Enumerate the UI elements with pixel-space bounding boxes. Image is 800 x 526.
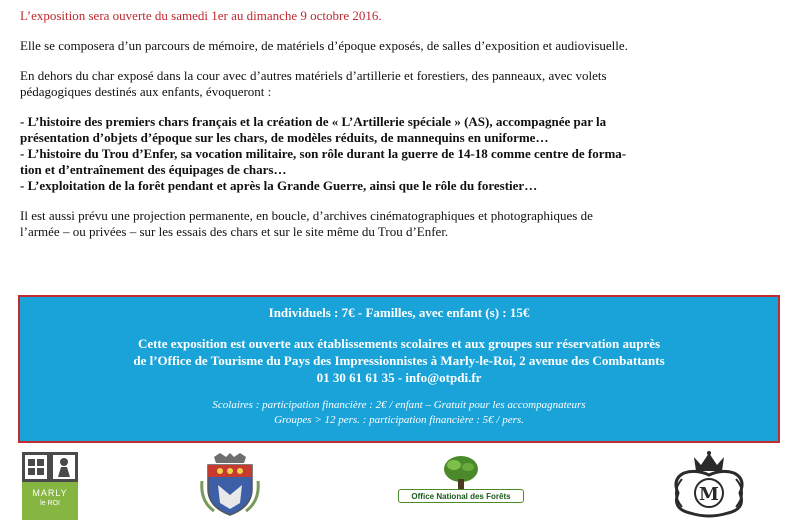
bullet-3: - L’exploitation de la forêt pendant et après la Grande Guerre, ainsi que le rôle du forestier… (20, 178, 538, 193)
monogram-crown-icon (668, 449, 750, 521)
prices-line: Individuels : 7€ - Familles, avec enfant (s) : 15€ (268, 305, 530, 320)
composition-line: Elle se composera d’un parcours de mémoire, de matériels d’époque exposés, de salles d’exposition et audiovisuelle. (20, 38, 628, 53)
bullet-1-line-2: présentation d’objets d’époque sur les chars, de modèles réduits, de mannequins en uniforme… (20, 130, 549, 145)
body-text (20, 8, 708, 240)
pricing-details (20, 398, 778, 428)
booking-info (20, 335, 778, 386)
projection-line-2: l’armée – ou privées – sur les essais des chars et sur le site même du Trou d’Enfer. (20, 224, 449, 239)
groups-line: Groupes > 12 pers. : participation financière : 5€ / pers. (274, 414, 524, 426)
onf-name: Office National des Forêts (398, 489, 524, 503)
marly-le-roi-logo (22, 452, 78, 520)
contact-line: 01 30 61 61 35 - info@otpdi.fr (316, 370, 482, 385)
bullet-1-line-1: - L’histoire des premiers chars français et la création de « L’Artillerie spéciale » (AS), accompagnée par la (20, 114, 607, 129)
booking-line-1: Cette exposition est ouverte aux établissements scolaires et aux groupes sur réservation auprès (137, 336, 661, 351)
marly-subtitle: le ROI (40, 500, 60, 507)
booking-line-2: de l’Office de Tourisme du Pays des Impressionnistes à Marly-le-Roi, 2 avenue des Combattants (133, 353, 665, 368)
year-banner (730, 0, 800, 290)
monogram-letter: M (699, 484, 719, 505)
dates-line: L’exposition sera ouverte du samedi 1er au dimanche 9 octobre 2016. (20, 8, 382, 23)
intro-line-2: pédagogiques destinés aux enfants, évoqueront : (20, 84, 272, 99)
marly-name: MARLY (32, 488, 68, 498)
bullet-2-line-2: tion et d’entraînement des équipages de chars… (20, 162, 287, 177)
onf-logo (398, 455, 524, 515)
bullet-2-line-1: - L’histoire du Trou d’Enfer, sa vocation militaire, son rôle durant la guerre de 14-18 comme centre de forma- (20, 146, 627, 161)
projection-line-1: Il est aussi prévu une projection permanente, en boucle, d’archives cinématographiques et photographiques de (20, 208, 593, 223)
coat-of-arms-icon (200, 451, 260, 519)
partner-logos (0, 445, 800, 525)
intro-line-1: En dehors du char exposé dans la cour avec d’autres matériels d’artillerie et forestiers, des panneaux, avec volets (20, 68, 607, 83)
info-box (18, 295, 780, 443)
schools-line: Scolaires : participation financière : 2€ / enfant – Gratuit pour les accompagnateurs (212, 399, 586, 411)
